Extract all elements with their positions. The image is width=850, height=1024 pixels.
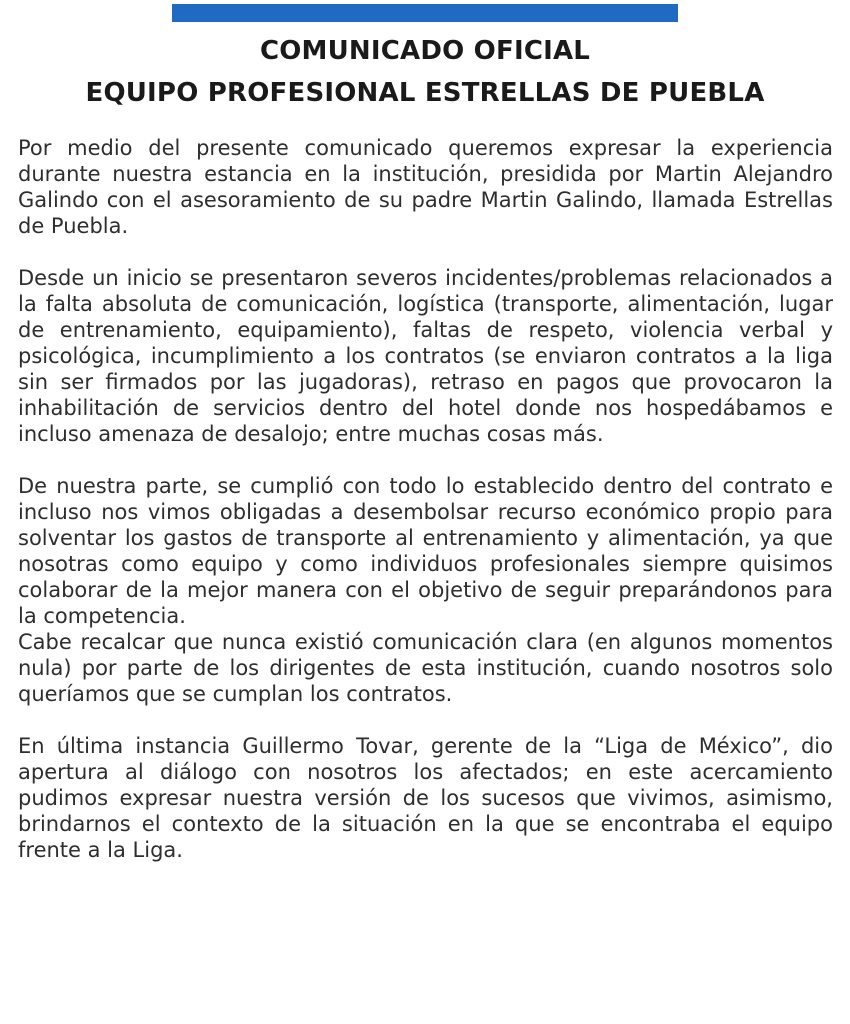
document-body: [18, 135, 833, 863]
paragraph-problems: Desde un inicio se presentaron severos incidentes/problemas relacionados a la falta absoluta de comunicación, logística (transporte, alimentación, lugar de entrenamiento, equipamiento), faltas de respeto, violencia verbal y psicológica, incumplimiento a los contratos (se enviaron contratos a la liga sin ser firmados por las jugadoras), retraso en pagos que provocaron la inhabilitación de servicios dentro del hotel donde nos hospedábamos e incluso amenaza de desalojo; entre muchas cosas más.: [18, 266, 833, 446]
paragraph-intro: Por medio del presente comunicado queremos expresar la experiencia durante nuestra estancia en la institución, presidida por Martin Alejandro Galindo con el asesoramiento de su padre Martin Galindo, llamada Estrellas de Puebla.: [18, 136, 833, 238]
document-subtitle: EQUIPO PROFESIONAL ESTRELLAS DE PUEBLA: [85, 78, 765, 108]
document-title: COMUNICADO OFICIAL: [259, 36, 591, 66]
paragraph-league-dialogue: En última instancia Guillermo Tovar, gerente de la “Liga de México”, dio apertura al diálogo con nosotros los afectados; en este acercamiento pudimos expresar nuestra versión de los sucesos que vivimos, asimismo, brindarnos el contexto de la situación en la que se encontraba el equipo frente a la Liga.: [18, 734, 833, 862]
document-header: [0, 30, 850, 114]
paragraph-communication: Cabe recalcar que nunca existió comunicación clara (en algunos momentos nula) por parte de los dirigentes de esta institución, cuando nosotros solo queríamos que se cumplan los contratos.: [18, 630, 833, 706]
header-accent-bar: [172, 4, 678, 22]
paragraph-our-part: De nuestra parte, se cumplió con todo lo establecido dentro del contrato e incluso nos vimos obligadas a desembolsar recurso económico propio para solventar los gastos de transporte al entrenamiento y alimentación, ya que nosotras como equipo y como individuos profesionales siempre quisimos colaborar de la mejor manera con el objetivo de seguir preparándonos para la competencia.: [18, 474, 833, 628]
